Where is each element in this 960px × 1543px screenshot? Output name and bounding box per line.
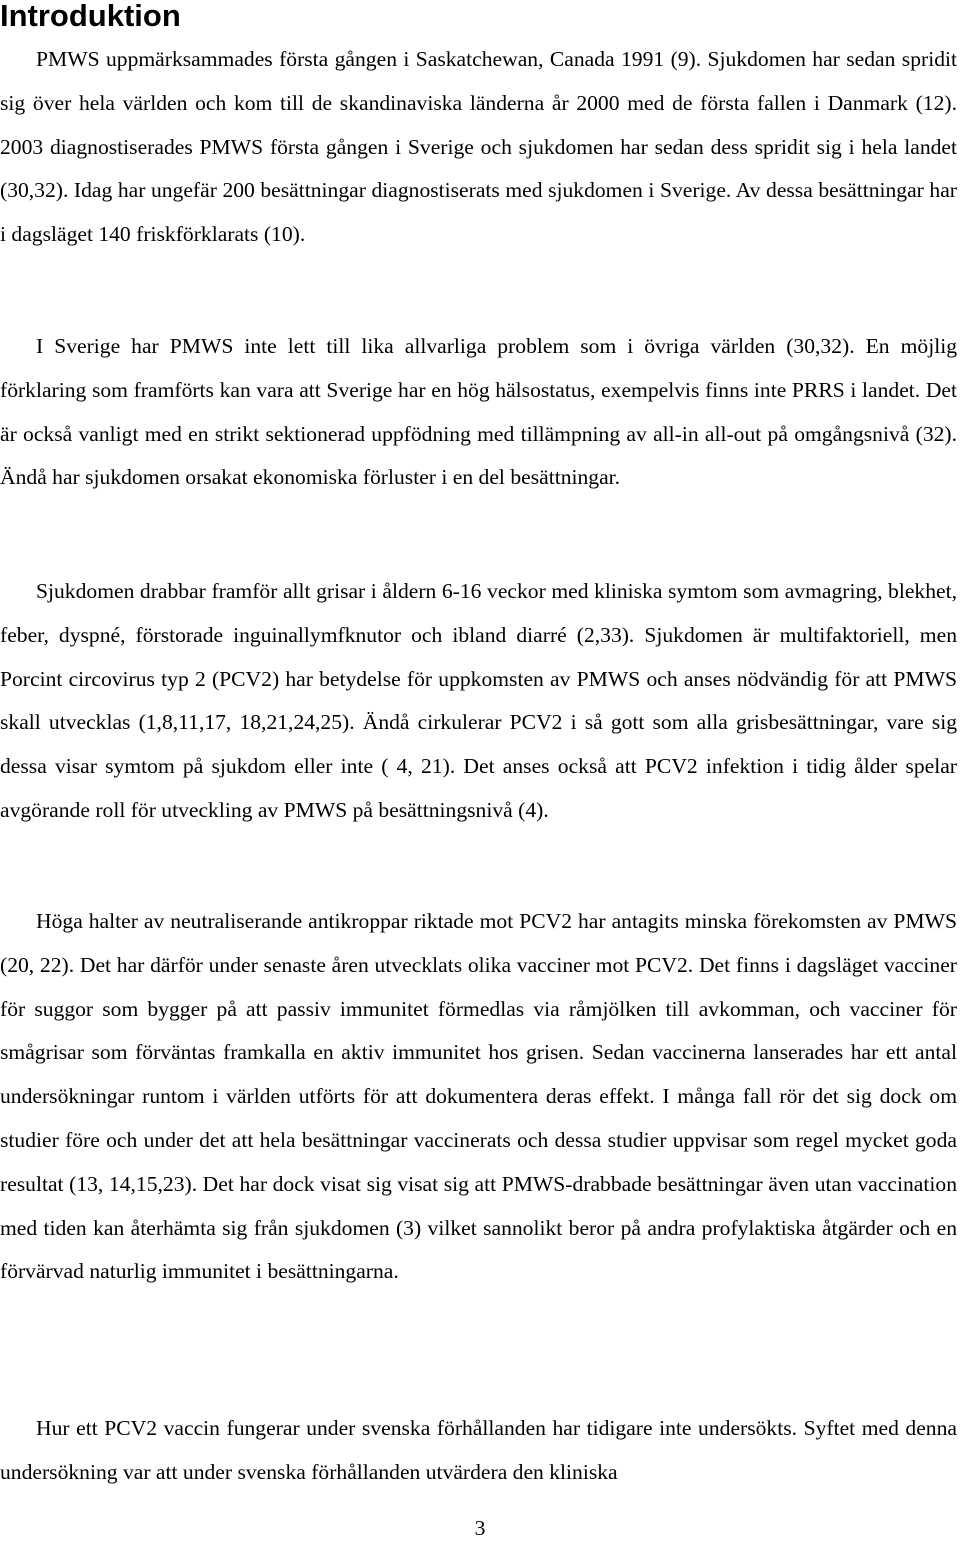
paragraph-1: PMWS uppmärksammades första gången i Saskatchewan, Canada 1991 (9). Sjukdomen har sedan spridit sig över hela världen och kom till de skandinaviska länderna år 2000 med de första fallen i Danmark (12). 2003 diagnostiserades PMWS första gången i Sverige och sjukdomen har sedan dess spridit sig i hela landet (30,32). Idag har ungefär 200 besättningar diagnostiserats med sjukdomen i Sverige. Av dessa besättningar har i dagsläget 140 friskförklarats (10). [0,47,957,247]
paragraph-4: Höga halter av neutraliserande antikroppar riktade mot PCV2 har antagits minska förekomsten av PMWS (20, 22). Det har därför under senaste åren utvecklats olika vacciner mot PCV2. Det finns i dagsläget vacciner för suggor som bygger på att passiv immunitet förmedlas via råmjölken till avkomman, och vacciner för smågrisar som förväntas framkalla en aktiv immunitet hos grisen. Sedan vaccinerna lanserades har ett antal undersökningar runtom i världen utförts för att dokumentera deras effekt. I många fall rör det sig dock om studier före och under det att hela besättningar vaccinerats och dessa studier uppvisar som regel mycket goda resultat (13, 14,15,23). Det har dock visat sig visat sig att PMWS-drabbade besättningar även utan vaccination med tiden kan återhämta sig från sjukdomen (3) vilket sannolikt beror på andra profylaktiska åtgärder och en förvärvad naturlig immunitet i besättningarna. [0,909,957,1284]
paragraph-2: I Sverige har PMWS inte lett till lika allvarliga problem som i övriga världen (30,32). En möjlig förklaring som framförts kan vara att Sverige har en hög hälsostatus, exempelvis finns inte PRRS i landet. Det är också vanligt med en strikt sektionerad uppfödning med tillämpning av all-in all-out på omgångsnivå (32). Ändå har sjukdomen orsakat ekonomiska förluster i en del besättningar. [0,334,957,490]
paragraph-3: Sjukdomen drabbar framför allt grisar i åldern 6-16 veckor med kliniska symtom som avmagring, blekhet, feber, dyspné, förstorade inguinallymfknutor och ibland diarré (2,33). Sjukdomen är multifaktoriell, men Porcint circovirus typ 2 (PCV2) har betydelse för uppkomsten av PMWS och anses nödvändig för att PMWS skall utvecklas (1,8,11,17, 18,21,24,25). Ändå cirkulerar PCV2 i så gott som alla grisbesättningar, vare sig dessa visar symtom på sjukdom eller inte ( 4, 21). Det anses också att PCV2 infektion i tidig ålder spelar avgörande roll för utveckling av PMWS på besättningsnivå (4). [0,579,957,822]
paragraph-5: Hur ett PCV2 vaccin fungerar under svenska förhållanden har tidigare inte undersökts. Syftet med denna undersökning var att under svenska förhållanden utvärdera den kliniska [0,1416,957,1484]
section-heading: Introduktion [0,0,181,33]
page-number: 3 [474,1516,486,1540]
